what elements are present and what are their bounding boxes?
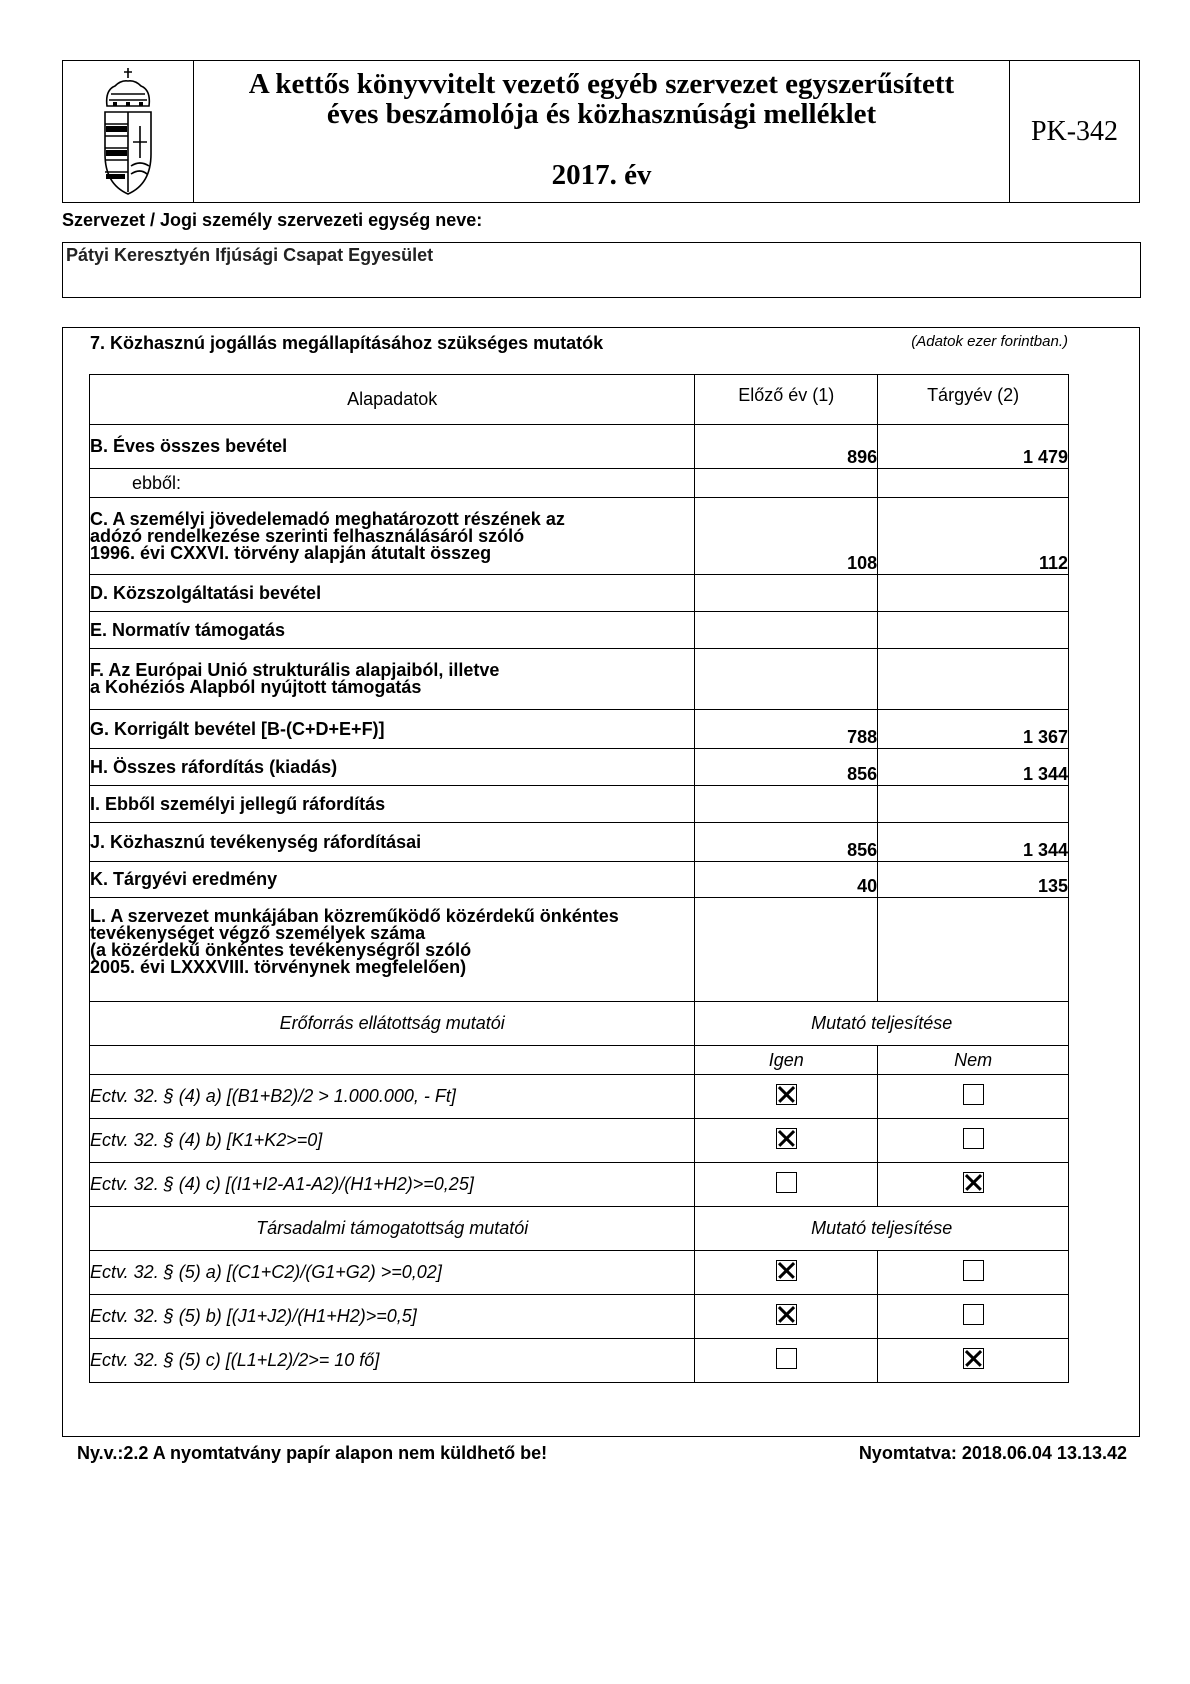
row-label	[90, 469, 695, 498]
current-year-value	[878, 786, 1069, 823]
previous-year-value: 40	[695, 862, 878, 898]
current-year-value: 1 367	[878, 710, 1069, 749]
table-header-row	[90, 375, 1069, 425]
checkbox-yes[interactable]	[776, 1304, 797, 1325]
criterion-no-cell	[878, 1251, 1069, 1295]
row-label	[90, 425, 695, 469]
checkbox-no[interactable]	[963, 1084, 984, 1105]
table-row	[90, 898, 1069, 1002]
previous-year-value	[695, 575, 878, 612]
row-label	[90, 749, 695, 786]
row-label-line: J. Közhasznú tevékenység ráfordításai	[90, 831, 422, 852]
table-row	[90, 710, 1069, 749]
row-label-line: H. Összes ráfordítás (kiadás)	[90, 756, 338, 777]
criterion-yes-cell	[695, 1295, 878, 1339]
previous-year-value: 856	[695, 823, 878, 862]
criterion-no-cell	[878, 1075, 1069, 1119]
criterion-no-cell	[878, 1119, 1069, 1163]
row-label	[90, 710, 695, 749]
yes-no-header-row	[90, 1046, 1069, 1075]
current-year-value: 1 344	[878, 823, 1069, 862]
current-year-value: 1 479	[878, 425, 1069, 469]
criterion-text: Ectv. 32. § (4) a) [(B1+B2)/2 > 1.000.000, - Ft]	[90, 1075, 695, 1119]
no-header: Nem	[878, 1046, 1069, 1075]
row-label	[90, 498, 695, 575]
criterion-text: Ectv. 32. § (5) a) [(C1+C2)/(G1+G2) >=0,02]	[90, 1251, 695, 1295]
criterion-yes-cell	[695, 1119, 878, 1163]
coat-of-arms-icon	[63, 61, 194, 202]
organization-name: Pátyi Keresztyén Ifjúsági Csapat Egyesület	[66, 245, 434, 265]
criterion-row	[90, 1163, 1069, 1207]
organization-label: Szervezet / Jogi személy szervezeti egység neve:	[62, 210, 483, 230]
resource-indicators-header	[90, 1002, 1069, 1046]
row-label-line: K. Tárgyévi eredmény	[90, 869, 278, 889]
previous-year-value	[695, 898, 878, 1002]
criterion-yes-cell	[695, 1075, 878, 1119]
criterion-text: Ectv. 32. § (4) c) [(I1+I2-A1-A2)/(H1+H2)>=0,25]	[90, 1163, 695, 1207]
organization-name-field	[62, 242, 1141, 298]
footer-print-time: Nyomtatva: 2018.06.04 13.13.42	[858, 1443, 1127, 1463]
current-year-value	[878, 575, 1069, 612]
criterion-row	[90, 1251, 1069, 1295]
criterion-yes-cell	[695, 1163, 878, 1207]
current-year-value	[878, 649, 1069, 710]
criterion-yes-cell	[695, 1339, 878, 1383]
table-row	[90, 469, 1069, 498]
row-label	[90, 575, 695, 612]
form-code: PK-342	[1030, 115, 1119, 147]
previous-year-value	[695, 469, 878, 498]
row-label	[90, 612, 695, 649]
form-header	[62, 60, 1140, 203]
current-year-value	[878, 612, 1069, 649]
previous-year-value: 788	[695, 710, 878, 749]
checkbox-yes[interactable]	[776, 1128, 797, 1149]
table-row	[90, 786, 1069, 823]
checkbox-yes[interactable]	[776, 1260, 797, 1281]
row-label-line: tevékenységet végző személyek száma	[90, 923, 426, 943]
criterion-text: Ectv. 32. § (5) c) [(L1+L2)/2>= 10 fő]	[90, 1339, 695, 1383]
previous-year-value	[695, 612, 878, 649]
criterion-no-cell	[878, 1163, 1069, 1207]
checkbox-no[interactable]	[963, 1260, 984, 1281]
yes-header: Igen	[695, 1046, 878, 1075]
criterion-text: Ectv. 32. § (5) b) [(J1+J2)/(H1+H2)>=0,5]	[90, 1295, 695, 1339]
table-row	[90, 649, 1069, 710]
current-year-value: 112	[878, 498, 1069, 575]
previous-year-value	[695, 649, 878, 710]
current-year-value: 135	[878, 862, 1069, 898]
column-header-alapadatok: Alapadatok	[90, 375, 695, 425]
social-indicators-header	[90, 1207, 1069, 1251]
checkbox-no[interactable]	[963, 1128, 984, 1149]
current-year-value	[878, 898, 1069, 1002]
criterion-row	[90, 1119, 1069, 1163]
table-row	[90, 823, 1069, 862]
criterion-row	[90, 1295, 1069, 1339]
row-label-line: B. Éves összes bevétel	[90, 436, 288, 456]
row-label-line: 2005. évi LXXXVIII. törvénynek megfelelően)	[90, 957, 467, 977]
form-title	[194, 61, 1010, 202]
row-label	[90, 786, 695, 823]
checkbox-no[interactable]	[963, 1172, 984, 1193]
row-label-line: ebből:	[132, 472, 182, 493]
previous-year-value: 108	[695, 498, 878, 575]
social-indicators-header-title: Társadalmi támogatottság mutatói	[90, 1207, 695, 1251]
checkbox-no[interactable]	[963, 1304, 984, 1325]
column-header-previous-year: Előző év (1)	[695, 375, 878, 425]
row-label-line: G. Korrigált bevétel [B-(C+D+E+F)]	[90, 718, 385, 739]
section-title: 7. Közhasznú jogállás megállapításához szükséges mutatók	[90, 333, 604, 353]
criterion-no-cell	[878, 1295, 1069, 1339]
row-label-line: C. A személyi jövedelemadó meghatározott részének az	[90, 508, 565, 529]
previous-year-value: 896	[695, 425, 878, 469]
row-label-line: 1996. évi CXXVI. törvény alapján átutalt összeg	[90, 542, 492, 563]
criterion-text: Ectv. 32. § (4) b) [K1+K2>=0]	[90, 1119, 695, 1163]
current-year-value: 1 344	[878, 749, 1069, 786]
row-label-line: L. A szervezet munkájában közreműködő közérdekű önkéntes	[90, 906, 619, 926]
criterion-no-cell	[878, 1339, 1069, 1383]
table-row	[90, 749, 1069, 786]
table-row	[90, 612, 1069, 649]
row-label	[90, 823, 695, 862]
indicators-table	[89, 374, 1069, 1383]
form-year: 2017. év	[551, 159, 652, 191]
table-row	[90, 575, 1069, 612]
row-label-line: (a közérdekű önkéntes tevékenységről szóló	[90, 940, 472, 960]
row-label-line: E. Normatív támogatás	[90, 619, 286, 640]
checkbox-yes[interactable]	[776, 1084, 797, 1105]
table-row	[90, 862, 1069, 898]
resource-indicators-header-title: Erőforrás ellátottság mutatói	[90, 1002, 695, 1046]
empty-cell	[90, 1046, 695, 1075]
row-label-line: F. Az Európai Unió strukturális alapjaiból, illetve	[90, 660, 500, 680]
fulfillment-header: Mutató teljesítése	[695, 1207, 1069, 1251]
checkbox-yes[interactable]	[776, 1348, 797, 1369]
title-line-2: éves beszámolója és közhasznúsági melléklet	[326, 98, 877, 130]
table-row	[90, 425, 1069, 469]
current-year-value	[878, 469, 1069, 498]
table-row	[90, 498, 1069, 575]
criterion-row	[90, 1339, 1069, 1383]
criterion-yes-cell	[695, 1251, 878, 1295]
criterion-row	[90, 1075, 1069, 1119]
checkbox-yes[interactable]	[776, 1172, 797, 1193]
checkbox-no[interactable]	[963, 1348, 984, 1369]
row-label-line: adózó rendelkezése szerinti felhasználásáról szóló	[90, 525, 525, 546]
row-label-line: a Kohéziós Alapból nyújtott támogatás	[90, 677, 422, 697]
previous-year-value	[695, 786, 878, 823]
fulfillment-header: Mutató teljesítése	[695, 1002, 1069, 1046]
title-line-1: A kettős könyvvitelt vezető egyéb szervezet egyszerűsített	[248, 68, 955, 100]
row-label-line: D. Közszolgáltatási bevétel	[90, 582, 322, 603]
hungarian-coat-of-arms-icon	[97, 66, 159, 198]
row-label	[90, 862, 695, 898]
previous-year-value: 856	[695, 749, 878, 786]
section-unit-note: (Adatok ezer forintban.)	[911, 333, 1068, 350]
row-label	[90, 898, 695, 1002]
row-label-line: I. Ebből személyi jellegű ráfordítás	[90, 793, 386, 814]
footer-notice: Ny.v.:2.2 A nyomtatvány papír alapon nem küldhető be!	[77, 1443, 548, 1463]
column-header-current-year: Tárgyév (2)	[878, 375, 1069, 425]
row-label	[90, 649, 695, 710]
